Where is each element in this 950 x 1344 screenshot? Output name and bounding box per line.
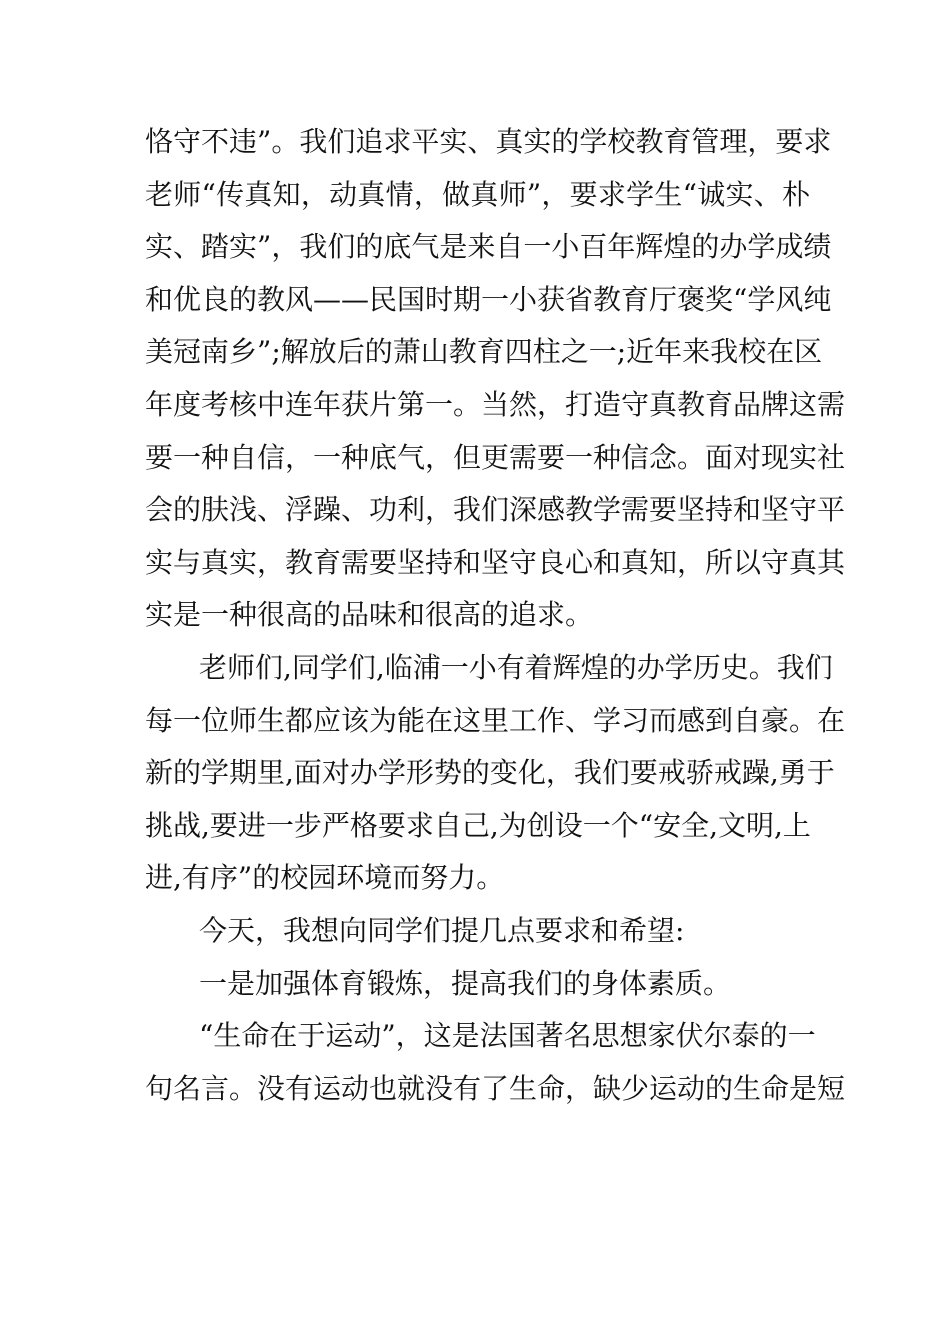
paragraph-start-line: 今天，我想向同学们提几点要求和希望: <box>199 913 685 947</box>
paragraph-start-line: 一是加强体育锻炼，提高我们的身体素质。 <box>199 966 732 1000</box>
text-line: 实、踏实”，我们的底气是来自一小百年辉煌的办学成绩 <box>145 230 832 264</box>
text-line: 要一种自信，一种底气，但更需要一种信念。面对现实社 <box>145 440 846 474</box>
text-line: 每一位师生都应该为能在这里工作、学习而感到自豪。在 <box>145 703 846 737</box>
paragraph-start-line: “生命在于运动”，这是法国著名思想家伏尔泰的一 <box>199 1019 816 1053</box>
text-line: 美冠南乡”;解放后的萧山教育四柱之一;近年来我校在区 <box>145 335 823 369</box>
text-line: 进,有序”的校园环境而努力。 <box>145 861 505 895</box>
text-line: 实是一种很高的品味和很高的追求。 <box>145 598 594 632</box>
text-line: 恪守不违”。我们追求平实、真实的学校教育管理，要求 <box>145 125 832 158</box>
text-line: 新的学期里,面对办学形势的变化，我们要戒骄戒躁,勇于 <box>145 756 835 790</box>
text-line: 会的肤浅、浮躁、功利，我们深感教学需要坚持和坚守平 <box>145 493 846 527</box>
text-line: 老师“传真知，动真情，做真师”，要求学生“诚实、朴 <box>145 177 810 211</box>
text-line: 句名言。没有运动也就没有了生命，缺少运动的生命是短 <box>145 1071 846 1105</box>
paragraph-start-line: 老师们,同学们,临浦一小有着辉煌的办学历史。我们 <box>199 650 833 684</box>
text-line: 年度考核中连年获片第一。当然，打造守真教育品牌这需 <box>145 387 846 421</box>
text-line: 和优良的教风——民国时期一小获省教育厅褒奖“学风纯 <box>145 282 832 316</box>
text-line: 挑战,要进一步严格要求自己,为创设一个“安全,文明,上 <box>145 808 811 842</box>
document-body <box>145 116 846 1115</box>
text-line: 实与真实，教育需要坚持和坚守良心和真知，所以守真其 <box>145 545 846 579</box>
